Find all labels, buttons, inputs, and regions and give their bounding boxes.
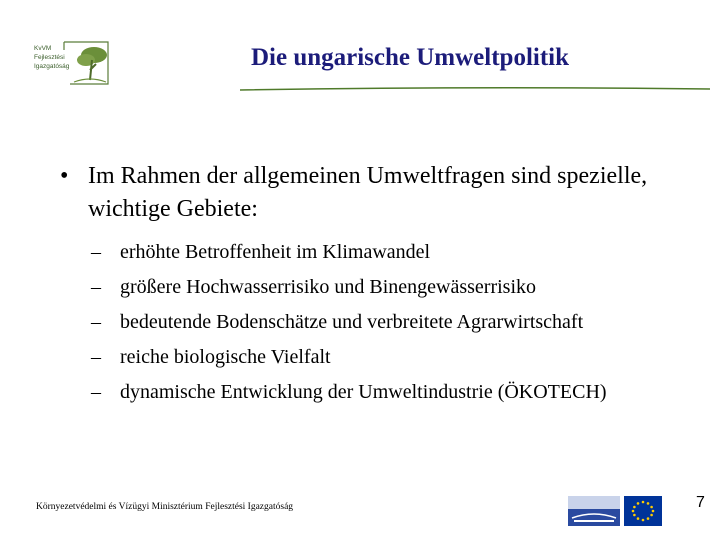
sub-list bbox=[60, 240, 680, 404]
eu-flag-icon bbox=[624, 496, 662, 526]
ministry-logo bbox=[34, 40, 112, 90]
eu-program-logo bbox=[568, 496, 620, 526]
dash-marker: – bbox=[91, 381, 101, 403]
bullet-dot: • bbox=[60, 163, 69, 189]
page-number: 7 bbox=[696, 494, 705, 511]
sub-item-text: reiche biologische Vielfalt bbox=[120, 346, 331, 368]
sub-item bbox=[60, 275, 680, 299]
footer-text: Környezetvédelmi és Vízügyi Minisztérium Fejlesztési Igazgatóság bbox=[36, 502, 294, 512]
slide-title: Die ungarische Umweltpolitik bbox=[250, 44, 570, 71]
sub-item bbox=[60, 310, 680, 334]
sub-item-text: dynamische Entwicklung der Umweltindustrie (ÖKOTECH) bbox=[120, 381, 607, 403]
sub-item bbox=[60, 240, 680, 264]
logo-line-2: Fejlesztési bbox=[34, 54, 65, 61]
dash-marker: – bbox=[91, 276, 101, 298]
sub-item bbox=[60, 380, 680, 404]
main-bullet-text: Im Rahmen der allgemeinen Umweltfragen sind spezielle, wichtige Gebiete: bbox=[88, 163, 648, 222]
title-underline bbox=[240, 86, 710, 92]
tree-icon bbox=[34, 40, 112, 90]
logo-line-3: Igazgatóság bbox=[34, 63, 70, 70]
dash-marker: – bbox=[91, 346, 101, 368]
sub-item bbox=[60, 345, 680, 369]
dash-marker: – bbox=[91, 241, 101, 263]
main-bullet bbox=[60, 160, 680, 226]
sub-item-text: bedeutende Bodenschätze und verbreitete Agrarwirtschaft bbox=[120, 311, 584, 333]
logo-line-1: KvVM bbox=[34, 45, 52, 52]
sub-item-text: erhöhte Betroffenheit im Klimawandel bbox=[120, 241, 431, 263]
sub-item-text: größere Hochwasserrisiko und Binengewässerrisiko bbox=[120, 276, 537, 298]
dash-marker: – bbox=[91, 311, 101, 333]
slide-content bbox=[60, 160, 680, 415]
